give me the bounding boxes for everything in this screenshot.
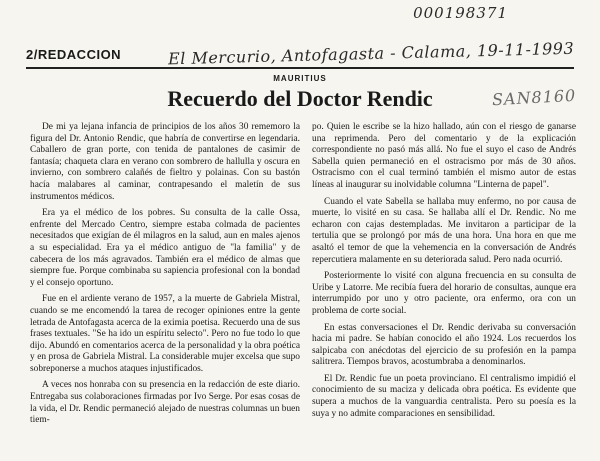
paragraph: De mi ya lejana infancia de principios de los años 30 rememoro la figura del Dr. Antonio Rendic, que habría de convertirse en legendaria. Caballero de gran porte, con tenida de pantalones de casimir de fantasía; chaqueta clara en verano con sombrero de hallulla y oscura en invierno, con sombrero calañés de fieltro y polainas. Con su bastón hacía malabares al caminar, contrapesando el maletín de sus instrumentos médicos. [30, 122, 300, 202]
side-stamp-note: SAN8160 [491, 85, 577, 110]
author-byline: MAURITIUS [273, 74, 327, 83]
archive-id-handwritten: 000198371 [413, 4, 508, 22]
paragraph: Cuando el vate Sabella se hallaba muy enfermo, no por causa de muerte, lo visité en su casa. Se hallaba allí el Dr. Rendic. No me echaron con cajas destempladas. Me invitaron a participar de la tertulia que se prolongó por más de una hora. Una hora en que me asaltó el temor de que la vehemencia en la conversación de Andrés repercutiera malamente en su deteriorada salud. Pero nada ocurrió. [312, 196, 576, 265]
article-column-left [30, 122, 300, 461]
paragraph: Era ya el médico de los pobres. Su consulta de la calle Ossa, enfrente del Mercado Centro, siempre estaba colmada de pacientes necesitados que exigían de él milagros en la salud, aun en males ajenos a su especialidad. Era ya el médico antiguo de "la familia" y de cabecera de los más agravados. También era el médico de almas que siempre fue. Porque combinaba su sapiencia profesional con la bondad y el consejo oportuno. [30, 208, 300, 288]
paragraph: A veces nos honraba con su presencia en la redacción de este diario. Entregaba sus colaboraciones firmadas por Ivo Serge. Por esas cosas de la vida, el Dr. Rendic permaneció alejado de nuestras columnas un buen tiem- [30, 380, 300, 426]
paragraph: El Dr. Rendic fue un poeta provinciano. El centralismo impidió el conocimiento de su maciza y delicada obra poética. Es evidente que supera a muchos de la vanguardia centralista. Pero su poesía es la suya y no admite comparaciones en sensibilidad. [312, 373, 576, 419]
article-column-right [312, 122, 576, 461]
paragraph: po. Quien le escribe se la hizo hallado, aún con el riesgo de ganarse una reprimenda. Pero del comentario y de la explicación correspondiente no pasó más allá. No fue el suyo el caso de Andrés Sabella quien permaneció en el ostracismo por más de 30 años. Ostracismo con el cual terminó también el mismo autor de estas líneas al inaugurar su inolvidable columna "Linterna de papel". [312, 122, 576, 190]
paragraph: Posteriormente lo visité con alguna frecuencia en su consulta de Uribe y Latorre. Me recibía fuera del horario de consultas, aunque era interrumpido por uno y otro paciente, ora enfermo, ora con un problema de corte social. [312, 271, 576, 316]
paragraph: Fue en el ardiente verano de 1957, a la muerte de Gabriela Mistral, cuando se me encomendó la tarea de recoger opiniones entre la gente letrada de Antofagasta acerca de la eximia poetisa. Recuerdo una de sus frases textuales. "Se ha ido un espíritu selecto". Pero no fue todo lo que dijo. Abundó en comentarios acerca de la personalidad y la obra poética y en prosa de Gabriela Mistral. La considerable mujer excelsa que supo sobreponerse a muchos ataques injustificados. [30, 294, 300, 374]
article-title: Recuerdo del Doctor Rendic [167, 86, 433, 111]
handwritten-source-note: El Mercurio, Antofagasta - Calama, 19-11-1993 [167, 38, 575, 69]
section-label: 2/REDACCION [26, 47, 122, 62]
header-rule [26, 67, 574, 69]
paragraph: En estas conversaciones el Dr. Rendic derivaba su conversación hacia mi padre. Se habían conocido el año 1924. Los recuerdos los salpicaba con anécdotas del ejercicio de su profesión en la pampa salitrera. Tiempos bravos, acostumbraba a denominarlos. [312, 322, 576, 368]
